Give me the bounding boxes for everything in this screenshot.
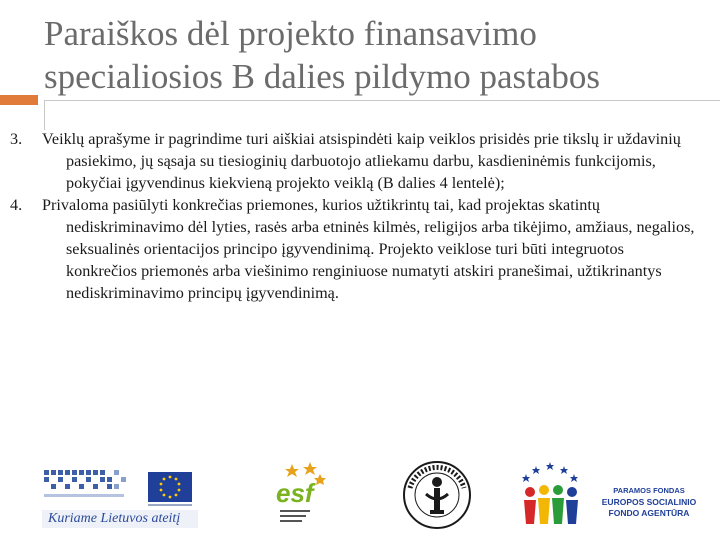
esf-logo xyxy=(272,460,332,530)
sponsor-logos xyxy=(0,458,720,534)
list-item-text: Veiklų aprašyme ir pagrindime turi aiškiai atsispindėti kaip veiklos prisidės prie tikslų ir uždavinių pasiekimo, jų sąsaja su tiesioginių darbuotojo atliekamu darbu, kasdieninėmis funkcijomis, pokyčiai įgyvendinus kiekvieną projekto veiklą (B dalies 4 lentelė); xyxy=(42,130,681,192)
esf-agency-logo xyxy=(516,458,706,532)
slide-body xyxy=(10,128,698,304)
equality-seal-logo xyxy=(402,458,472,532)
ministry-logo xyxy=(40,464,200,530)
fund-name-line-1: PARAMOS FONDAS xyxy=(613,486,685,495)
fund-name-line-3: FONDO AGENTŪRA xyxy=(608,508,690,518)
esf-fine-print xyxy=(280,520,302,522)
fund-name-line-2: EUROPOS SOCIALINIO xyxy=(601,497,697,507)
content-left-rule xyxy=(44,100,45,130)
ministry-caption: Kuriame Lietuvos ateitį xyxy=(48,511,181,526)
equality-seal-icon xyxy=(402,458,472,532)
list-item-text: Privaloma pasiūlyti konkrečias priemones, kurios užtikrintų tai, kad projektas skatintų nediskriminavimo dėl lyties, rasės arba etninės kilmės, religijos arba tikėjimo, amžiaus, negalios, seksualinės orientacijos principo įgyvendinimą. Projekto veiklose turi būti integruotos konkrečios priemonės arba viešinimo renginiuose numatyti atskiri pranešimai, užtikrinantys nediskriminavimo principų įgyvendinimą. xyxy=(42,196,695,302)
esf-fine-print xyxy=(280,510,310,512)
esf-fine-print xyxy=(280,515,306,517)
slide-title: Paraiškos dėl projekto finansavimo specialiosios B dalies pildymo pastabos xyxy=(44,14,601,96)
list-item: 3. Veiklų aprašyme ir pagrindime turi aiškiai atsispindėti kaip veiklos prisidės prie tikslų ir uždavinių pasiekimo, jų sąsaja su tiesioginių darbuotojo atliekamu darbu, kasdieninėmis funkcijomis, pokyčiai įgyvendinus kiekvieną projekto veiklą (B dalies 4 lentelė); xyxy=(10,130,681,192)
title-divider xyxy=(44,100,720,101)
agency-people-icon xyxy=(516,458,588,532)
accent-bar xyxy=(0,95,38,105)
esf-mark: esf xyxy=(276,478,314,508)
list-item: 4. Privaloma pasiūlyti konkrečias priemones, kurios užtikrintų tai, kad projektas skatintų nediskriminavimo dėl lyties, rasės arba etninės kilmės, religijos arba tikėjimo, amžiaus, negalios, seksualinės orientacijos principo įgyvendinimą. Projekto veiklose turi būti integruotos konkrečios priemonės arba viešinimo renginiuose numatyti atskiri pranešimai, užtikrinantys nediskriminavimo principų įgyvendinimą. xyxy=(10,196,695,302)
